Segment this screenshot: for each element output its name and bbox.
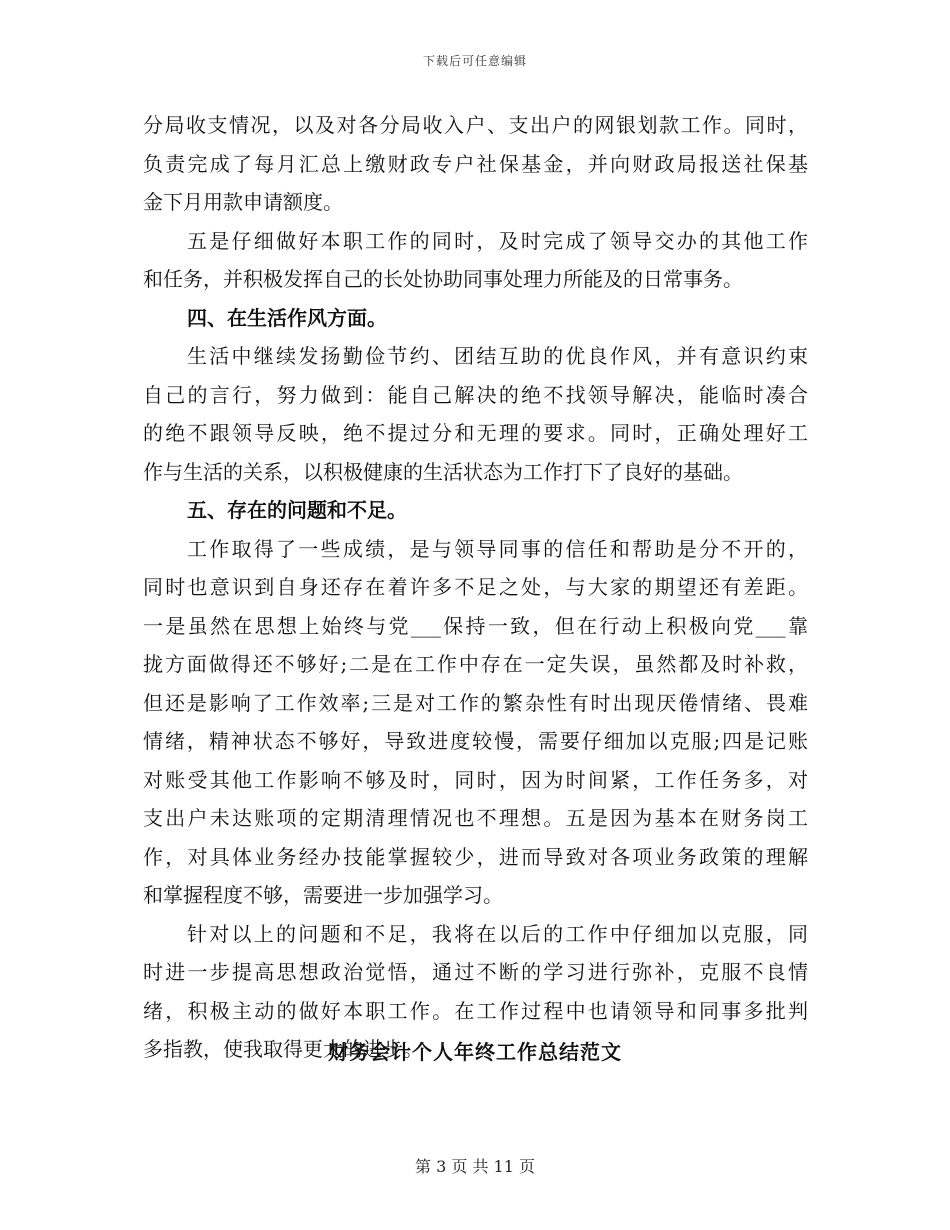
body-line: 工作取得了一些成绩，是与领导同事的信任和帮助是分不开的， xyxy=(187,536,808,561)
document-body xyxy=(143,106,808,1069)
body-line: 支出户未达账项的定期清理情况也不理想。五是因为基本在财务岗工 xyxy=(143,806,808,830)
body-line: 绪，积极主动的做好本职工作。在工作过程中也请领导和同事多批判 xyxy=(143,998,808,1023)
body-line: 分局收支情况，以及对各分局收入户、支出户的网银划款工作。同时， xyxy=(143,113,808,137)
body-line: 金下月用款申请额度。 xyxy=(143,190,343,214)
body-line: 拢方面做得还不够好;二是在工作中存在一定失误，虽然都及时补救， xyxy=(143,652,808,676)
body-line: 的绝不跟领导反映，绝不提过分和无理的要求。同时，正确处理好工 xyxy=(143,421,808,445)
body-line: 自己的言行，努力做到：能自己解决的绝不找领导解决，能临时凑合 xyxy=(143,382,808,407)
body-line: 时进一步提高思想政治觉悟，通过不断的学习进行弥补，克服不良情 xyxy=(143,960,808,984)
body-line: 和掌握程度不够，需要进一步加强学习。 xyxy=(143,883,503,907)
body-line: 和任务，并积极发挥自己的长处协助同事处理力所能及的日常事务。 xyxy=(143,267,743,291)
body-line: 负责完成了每月汇总上缴财政专户社保基金，并向财政局报送社保基 xyxy=(143,151,808,176)
body-line: 作，对具体业务经办技能掌握较少，进而导致对各项业务政策的理解 xyxy=(143,844,808,869)
document-title: 财务会计个人年终工作总结范文 xyxy=(328,1040,622,1064)
body-line: 同时也意识到自身还存在着许多不足之处，与大家的期望还有差距。 xyxy=(143,575,808,599)
body-line: 但还是影响了工作效率;三是对工作的繁杂性有时出现厌倦情绪、畏难 xyxy=(143,690,808,715)
section-heading: 五、存在的问题和不足。 xyxy=(187,498,407,522)
body-line: 生活中继续发扬勤俭节约、团结互助的优良作风，并有意识约束 xyxy=(187,344,808,368)
page-number-footer: 第 3 页 共 11 页 xyxy=(415,1157,535,1176)
body-line: 多指教，使我取得更大的进步。 xyxy=(143,1037,423,1061)
page-header: 下载后可任意编辑 xyxy=(422,54,527,68)
body-line: 五是仔细做好本职工作的同时，及时完成了领导交办的其他工作 xyxy=(187,228,808,253)
body-line: 对账受其他工作影响不够及时，同时，因为时间紧，工作任务多，对 xyxy=(143,767,808,792)
body-line: 作与生活的关系，以积极健康的生活状态为工作打下了良好的基础。 xyxy=(143,459,743,484)
body-line: 情绪，精神状态不够好，导致进度较慢，需要仔细加以克服;四是记账 xyxy=(143,729,808,753)
body-line: 一是虽然在思想上始终与党___保持一致，但在行动上积极向党___靠 xyxy=(143,613,808,638)
body-line: 针对以上的问题和不足，我将在以后的工作中仔细加以克服，同 xyxy=(187,921,808,946)
section-heading: 四、在生活作风方面。 xyxy=(187,305,387,330)
